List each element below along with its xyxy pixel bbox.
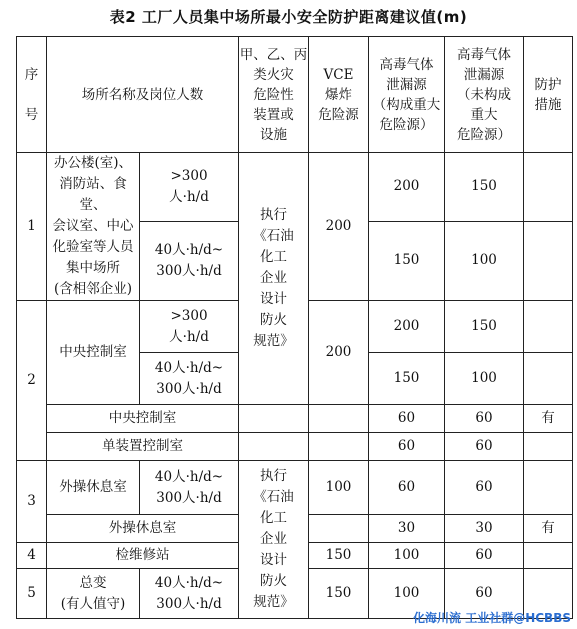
toxic-nonmajor-value: 60 (445, 461, 524, 515)
toxic-nonmajor-value: 150 (445, 301, 524, 353)
vce-value: 200 (309, 153, 369, 301)
fire-spec-cell (239, 433, 309, 461)
header-vce: VCE 爆炸 危险源 (309, 37, 369, 153)
toxic-nonmajor-value: 60 (445, 543, 524, 569)
toxic-nonmajor-value: 60 (445, 433, 524, 461)
vce-value: 200 (309, 301, 369, 405)
row-number: 4 (17, 543, 47, 569)
table-row (17, 405, 573, 433)
place-name: 总变 (有人值守) (47, 569, 140, 619)
occupancy-sub: >300 人·h/d (140, 301, 239, 353)
table-row (17, 433, 573, 461)
watermark: 化海川流 工业社群@HCBBS (413, 611, 571, 625)
toxic-major-value: 200 (369, 153, 445, 222)
protect-value (524, 543, 573, 569)
protect-value (524, 153, 573, 222)
toxic-nonmajor-value: 150 (445, 153, 524, 222)
header-protect: 防护 措施 (524, 37, 573, 153)
fire-spec-cell (239, 405, 309, 433)
table-row (17, 153, 573, 222)
toxic-major-value: 30 (369, 515, 445, 543)
vce-value (309, 433, 369, 461)
toxic-major-value: 100 (369, 569, 445, 619)
occupancy-sub: 40人·h/d~ 300人·h/d (140, 353, 239, 405)
protect-value (524, 433, 573, 461)
header-toxic-major: 高毒气体 泄漏源 （构成重大 危险源） (369, 37, 445, 153)
header-toxic-nonmajor: 高毒气体 泄漏源 （未构成 重大 危险源） (445, 37, 524, 153)
safety-distance-table (16, 36, 573, 619)
row-number: 2 (17, 301, 47, 461)
toxic-major-value: 60 (369, 433, 445, 461)
toxic-major-value: 60 (369, 405, 445, 433)
toxic-nonmajor-value: 100 (445, 353, 524, 405)
protect-value: 有 (524, 405, 573, 433)
vce-value: 100 (309, 461, 369, 515)
vce-value: 150 (309, 569, 369, 619)
vce-value: 150 (309, 543, 369, 569)
table-title: 表2 工厂人员集中场所最小安全防护距离建议值(m) (109, 8, 468, 26)
place-name: 办公楼(室)、 消防站、食堂、 会议室、中心 化验室等人员 集中场所 (含相邻企业) (47, 153, 140, 301)
toxic-nonmajor-value: 60 (445, 405, 524, 433)
toxic-major-value: 200 (369, 301, 445, 353)
toxic-nonmajor-value: 30 (445, 515, 524, 543)
toxic-major-value: 60 (369, 461, 445, 515)
place-name: 检维修站 (47, 543, 239, 569)
toxic-major-value: 150 (369, 353, 445, 405)
occupancy-sub: 40人·h/d~ 300人·h/d (140, 569, 239, 619)
fire-spec-cell: 执行 《石油 化工 企业 设计 防火 规范》 (239, 153, 309, 405)
toxic-major-value: 100 (369, 543, 445, 569)
protect-value (524, 301, 573, 353)
vce-value (309, 515, 369, 543)
table-row (17, 461, 573, 515)
fire-spec-cell: 执行 《石油 化工 企业 设计 防火 规范》 (239, 461, 309, 619)
occupancy-sub: 40人·h/d~ 300人·h/d (140, 221, 239, 300)
vce-value (309, 405, 369, 433)
header-place-name: 场所名称及岗位人数 (47, 37, 239, 153)
protect-value (524, 353, 573, 405)
place-name: 中央控制室 (47, 405, 239, 433)
protect-value: 有 (524, 515, 573, 543)
place-name: 中央控制室 (47, 301, 140, 405)
row-number: 3 (17, 461, 47, 543)
row-number: 1 (17, 153, 47, 301)
occupancy-sub: >300 人·h/d (140, 153, 239, 222)
protect-value (524, 221, 573, 300)
row-number: 5 (17, 569, 47, 619)
header-row (17, 37, 573, 153)
place-name: 外操休息室 (47, 515, 239, 543)
place-name: 外操休息室 (47, 461, 140, 515)
header-seq: 序 号 (17, 37, 47, 153)
toxic-major-value: 150 (369, 221, 445, 300)
place-name: 单装置控制室 (47, 433, 239, 461)
header-class-abc: 甲、乙、丙 类火灾 危险性 装置或 设施 (239, 37, 309, 153)
protect-value (524, 461, 573, 515)
toxic-nonmajor-value: 100 (445, 221, 524, 300)
toxic-nonmajor-value: 60 (445, 569, 524, 619)
occupancy-sub: 40人·h/d~ 300人·h/d (140, 461, 239, 515)
